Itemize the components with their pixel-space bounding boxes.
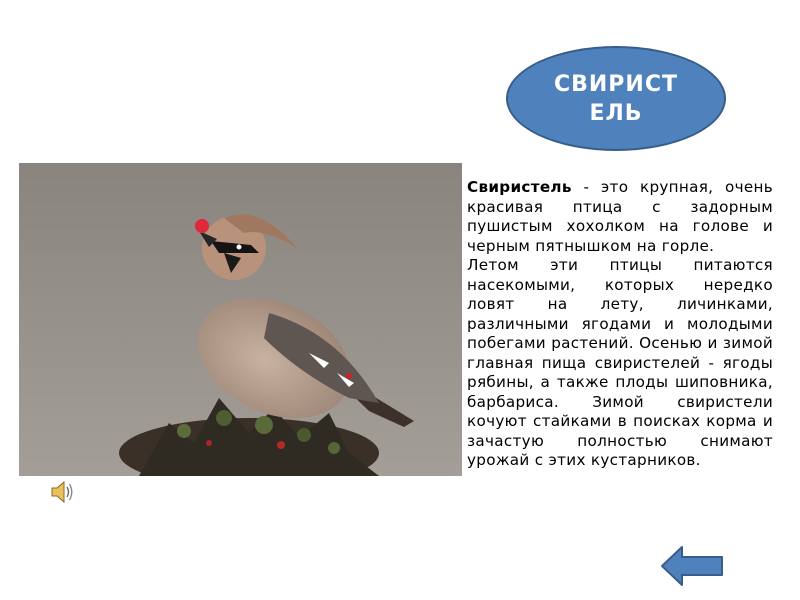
speaker-icon[interactable] xyxy=(50,480,76,504)
slide-title: СВИРИСТ ЕЛЬ xyxy=(553,71,678,126)
paragraph-1 xyxy=(467,178,773,256)
left-arrow-icon[interactable] xyxy=(660,545,724,587)
waxwing-photo xyxy=(19,163,462,476)
title-oval xyxy=(506,46,726,151)
red-berry xyxy=(195,219,209,233)
description-text xyxy=(467,178,773,471)
bird-name: Свиристель xyxy=(467,178,572,196)
paragraph-2: Летом эти птицы питаются насекомыми, которых нередко ловят на лету, личинками, различными ягодами и молодыми побегами растений. Осенью и зимой главная пища свиристелей - ягоды рябины, а также плоды шиповника, барбариса. Зимой свиристели кочуют стайками в поисках корма и зачастую полностью снимают урожай с этих кустарников. xyxy=(467,256,773,469)
paragraph-1-rest: - это крупная, очень красивая птица с задорным пушистым хохолком на голове и черным пятнышком на горле. xyxy=(467,178,773,255)
